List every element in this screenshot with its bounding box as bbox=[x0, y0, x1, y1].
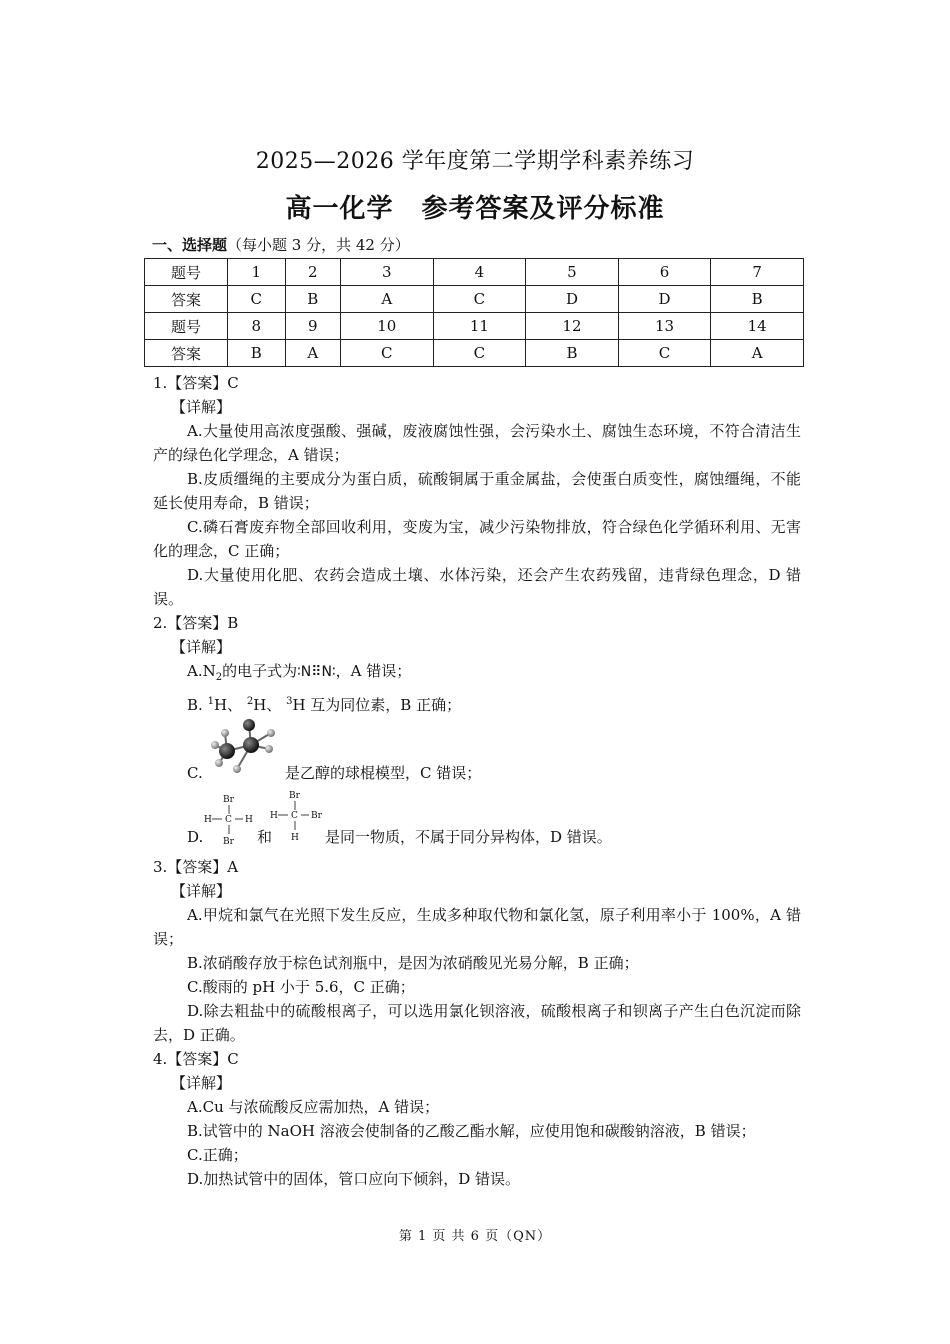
hydrogen-atom bbox=[211, 741, 219, 749]
table-cell: C bbox=[228, 286, 286, 313]
q1-answer: 1.【答案】C bbox=[153, 374, 239, 392]
table-cell: C bbox=[340, 340, 433, 367]
table-cell: 11 bbox=[433, 313, 526, 340]
q2-option-c: C. 是乙醇的球棍模型，C 错误； bbox=[153, 717, 801, 785]
svg-text:H: H bbox=[204, 815, 212, 825]
table-cell: 9 bbox=[285, 313, 340, 340]
carbon-atom bbox=[219, 743, 235, 759]
hydrogen-atom bbox=[215, 759, 223, 767]
svg-text:Br: Br bbox=[289, 791, 300, 801]
carbon-atom bbox=[243, 737, 259, 753]
hydrogen-atom bbox=[265, 745, 273, 753]
q4-option-c: C.正确； bbox=[187, 1146, 248, 1164]
row-label-answer: 答案 bbox=[145, 340, 228, 367]
q4-option-d: D.加热试管中的固体，管口应向下倾斜，D 错误。 bbox=[187, 1170, 521, 1188]
hydrogen-atom bbox=[221, 729, 229, 737]
hydrogen-atom bbox=[233, 765, 241, 773]
detail-tag: 【详解】 bbox=[171, 1074, 232, 1092]
table-row bbox=[145, 286, 804, 313]
section-heading bbox=[152, 234, 410, 255]
row-label-question: 题号 bbox=[145, 259, 228, 286]
table-cell: D bbox=[618, 286, 711, 313]
q3-option-c: C.酸雨的 pH 小于 5.6，C 正确； bbox=[187, 978, 415, 996]
row-label-question: 题号 bbox=[145, 313, 228, 340]
table-cell: B bbox=[711, 286, 804, 313]
table-cell: 6 bbox=[618, 259, 711, 286]
q3-answer: 3.【答案】A bbox=[153, 858, 239, 876]
hydrogen-atom bbox=[267, 729, 275, 737]
section-label: 一、选择题 bbox=[152, 236, 228, 254]
section-note: （每小题 3 分，共 42 分） bbox=[227, 236, 410, 254]
table-cell: B bbox=[285, 286, 340, 313]
q1-option-b: B.皮质缰绳的主要成分为蛋白质，硫酸铜属于重金属盐，会使蛋白质变性，腐蚀缰绳，不能延长使用寿命，B 错误； bbox=[153, 470, 801, 512]
svg-text:C: C bbox=[291, 811, 298, 821]
dibromomethane-structure-1 bbox=[203, 793, 255, 849]
table-cell: C bbox=[433, 340, 526, 367]
ethanol-ball-stick-model bbox=[205, 719, 295, 781]
table-cell: A bbox=[340, 286, 433, 313]
q2-answer: 2.【答案】B bbox=[153, 614, 239, 632]
q4-option-b: B.试管中的 NaOH 溶液会使制备的乙酸乙酯水解，应使用饱和碳酸钠溶液，B 错误； bbox=[187, 1122, 756, 1140]
q3-option-d: D.除去粗盐中的硫酸根离子，可以选用氯化钡溶液，硫酸根离子和钡离子产生白色沉淀而除去，D 正确。 bbox=[153, 1002, 801, 1044]
table-cell: 7 bbox=[711, 259, 804, 286]
doc-title: 2025—2026 学年度第二学期学科素养练习 bbox=[255, 149, 695, 174]
answer-explanations bbox=[153, 371, 801, 1191]
q1-option-c: C.磷石膏废弃物全部回收利用，变废为宝，减少污染物排放，符合绿色化学循环利用、无害化的理念，C 正确； bbox=[153, 518, 801, 560]
table-cell: 12 bbox=[526, 313, 619, 340]
table-cell: 14 bbox=[711, 313, 804, 340]
table-cell: A bbox=[285, 340, 340, 367]
table-cell: A bbox=[711, 340, 804, 367]
q1-option-a: A.大量使用高浓度强酸、强碱，废液腐蚀性强，会污染水土、腐蚀生态环境，不符合清洁生产的绿色化学理念，A 错误； bbox=[153, 422, 801, 464]
svg-text:Br: Br bbox=[223, 837, 234, 847]
svg-text:H: H bbox=[291, 833, 299, 843]
svg-text:C: C bbox=[225, 815, 232, 825]
detail-tag: 【详解】 bbox=[171, 638, 232, 656]
svg-text:Br: Br bbox=[311, 811, 322, 821]
q2-option-b: B. $^1$H、 $^2$H、 $^3$H 互为同位素，B 正确； bbox=[187, 696, 462, 714]
page-footer: 第 1 页 共 6 页（QN） bbox=[398, 1229, 552, 1244]
answer-table bbox=[144, 258, 804, 367]
table-cell: 8 bbox=[228, 313, 286, 340]
table-cell: 2 bbox=[285, 259, 340, 286]
table-row bbox=[145, 259, 804, 286]
subtitle-subject: 高一化学 bbox=[285, 194, 394, 224]
dibromomethane-structure-2 bbox=[269, 789, 327, 845]
table-cell: B bbox=[526, 340, 619, 367]
oxygen-atom bbox=[243, 719, 255, 731]
svg-text:H: H bbox=[245, 815, 253, 825]
table-cell: 4 bbox=[433, 259, 526, 286]
table-cell: 1 bbox=[228, 259, 286, 286]
q3-option-a: A.甲烷和氯气在光照下发生反应，生成多种取代物和氯化氢，原子利用率小于 100%，A 错误； bbox=[153, 906, 801, 948]
q4-option-a: A.Cu 与浓硫酸反应需加热，A 错误； bbox=[187, 1098, 440, 1116]
svg-text:Br: Br bbox=[223, 795, 234, 805]
table-cell: 3 bbox=[340, 259, 433, 286]
electron-formula: ∶N⠿N∶ bbox=[297, 664, 336, 680]
detail-tag: 【详解】 bbox=[171, 882, 232, 900]
doc-subtitle bbox=[0, 188, 950, 225]
q3-option-b: B.浓硝酸存放于棕色试剂瓶中，是因为浓硝酸见光易分解，B 正确； bbox=[187, 954, 639, 972]
table-cell: B bbox=[228, 340, 286, 367]
row-label-answer: 答案 bbox=[145, 286, 228, 313]
detail-tag: 【详解】 bbox=[171, 398, 232, 416]
table-row bbox=[145, 313, 804, 340]
subtitle-heading: 参考答案及评分标准 bbox=[421, 194, 665, 224]
table-cell: 5 bbox=[526, 259, 619, 286]
table-cell: 10 bbox=[340, 313, 433, 340]
svg-text:H: H bbox=[270, 811, 278, 821]
table-cell: 13 bbox=[618, 313, 711, 340]
q4-answer: 4.【答案】C bbox=[153, 1050, 239, 1068]
q1-option-d: D.大量使用化肥、农药会造成土壤、水体污染，还会产生农药残留，违背绿色理念，D 错误。 bbox=[153, 566, 801, 608]
q2-option-d: D. Br H C H Br 和 Br H C Br H 是同一物质，不属于同分异构体，D 错误。 bbox=[187, 791, 612, 847]
table-row bbox=[145, 340, 804, 367]
table-cell: C bbox=[618, 340, 711, 367]
q2-option-a: $A.N_2$的电子式为∶N⠿N∶，A 错误； bbox=[187, 662, 412, 683]
table-cell: C bbox=[433, 286, 526, 313]
table-cell: D bbox=[526, 286, 619, 313]
